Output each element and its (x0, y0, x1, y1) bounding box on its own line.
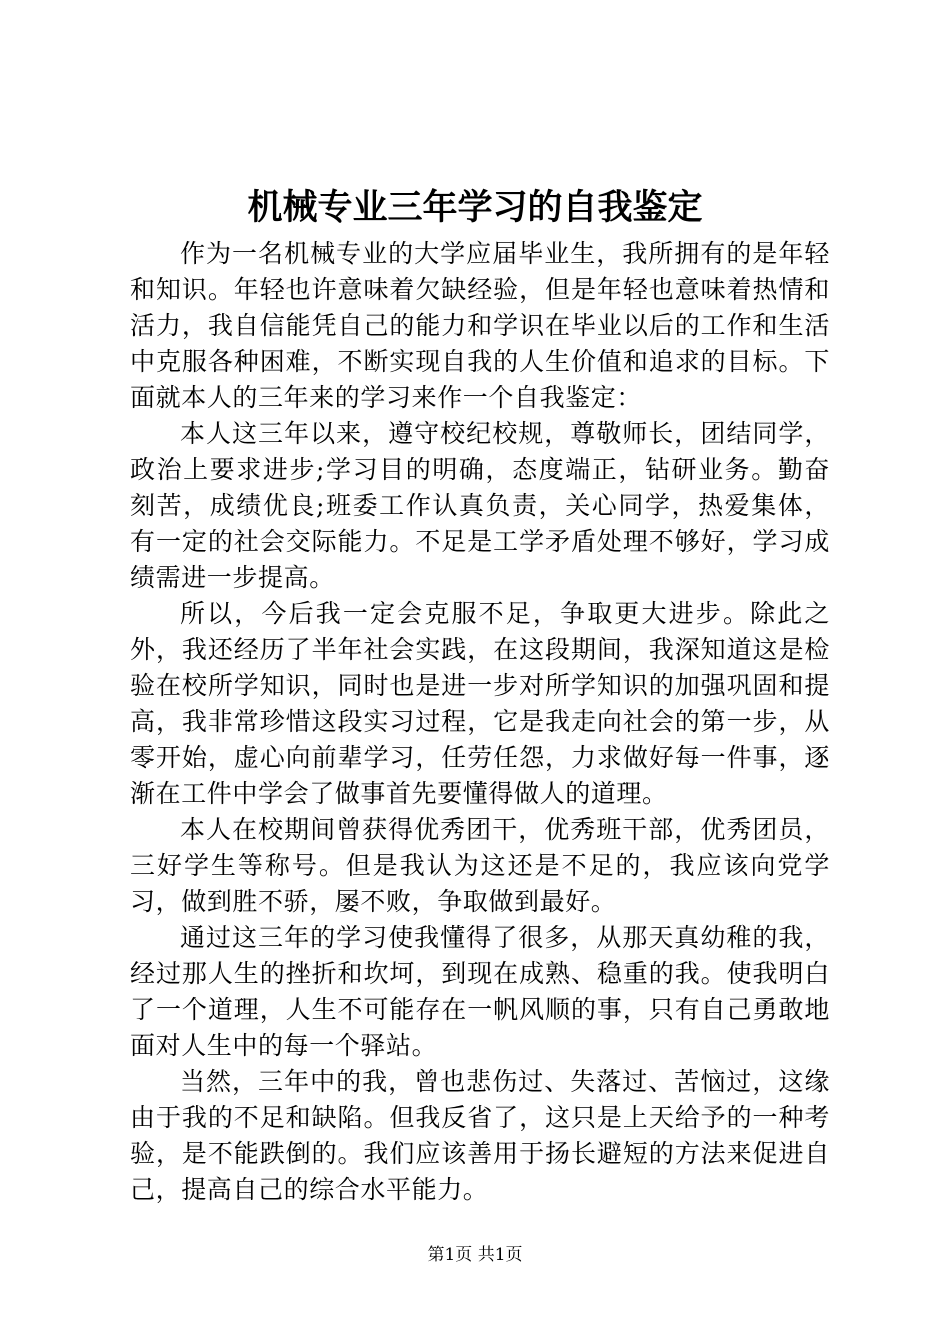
page-number-footer: 第1页 共1页 (427, 1245, 523, 1265)
paragraph-honors: 本人在校期间曾获得优秀团干，优秀班干部，优秀团员，三好学生等称号。但是我认为这还是不足的，我应该向党学习，做到胜不骄，屡不败，争取做到最好。 (130, 815, 830, 916)
paragraph-growth: 通过这三年的学习使我懂得了很多，从那天真幼稚的我，经过那人生的挫折和坎坷，到现在成熟、稳重的我。使我明白了一个道理，人生不可能存在一帆风顺的事，只有自己勇敢地面对人生中的每一个驿站。 (130, 923, 830, 1060)
paragraph-reflection: 当然，三年中的我，曾也悲伤过、失落过、苦恼过，这缘由于我的不足和缺陷。但我反省了，这只是上天给予的一种考验，是不能跌倒的。我们应该善用于扬长避短的方法来促进自己，提高自己的综合水平能力。 (130, 1067, 830, 1204)
document-title: 机械专业三年学习的自我鉴定 (247, 187, 703, 228)
document-body (130, 236, 830, 1208)
paragraph-practice: 所以，今后我一定会克服不足，争取更大进步。除此之外，我还经历了半年社会实践，在这段期间，我深知道这是检验在校所学知识，同时也是进一步对所学知识的加强巩固和提高，我非常珍惜这段实习过程，它是我走向社会的第一步，从零开始，虚心向前辈学习，任劳任怨，力求做好每一件事，逐渐在工件中学会了做事首先要懂得做人的道理。 (130, 599, 830, 808)
paragraph-conduct: 本人这三年以来，遵守校纪校规，尊敬师长，团结同学，政治上要求进步;学习目的明确，态度端正，钻研业务。勤奋刻苦，成绩优良;班委工作认真负责，关心同学，热爱集体，有一定的社会交际能力。不足是工学矛盾处理不够好，学习成绩需进一步提高。 (130, 419, 830, 592)
paragraph-intro: 作为一名机械专业的大学应届毕业生，我所拥有的是年轻和知识。年轻也许意味着欠缺经验，但是年轻也意味着热情和活力，我自信能凭自己的能力和学识在毕业以后的工作和生活中克服各种困难，不断实现自我的人生价值和追求的目标。下面就本人的三年来的学习来作一个自我鉴定： (130, 239, 830, 412)
